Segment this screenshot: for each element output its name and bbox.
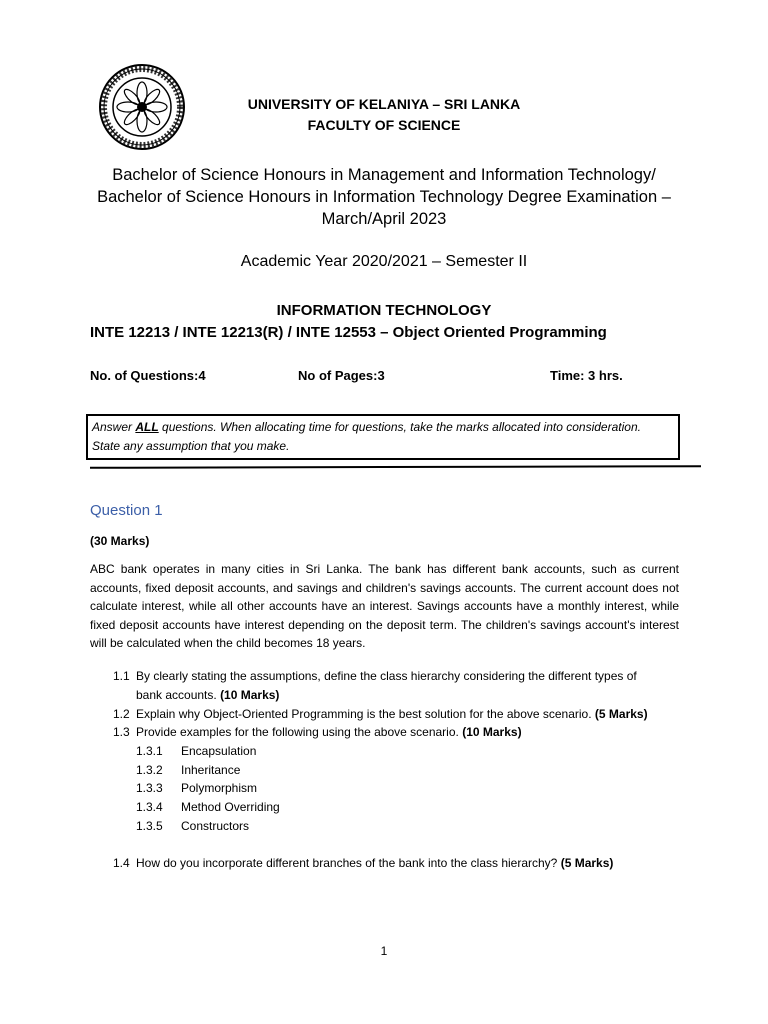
subject-title: INFORMATION TECHNOLOGY bbox=[276, 302, 492, 319]
instructions-line-2: State any assumption that you make. bbox=[92, 439, 290, 453]
university-name: UNIVERSITY OF KELANIYA – SRI LANKA bbox=[247, 96, 521, 112]
list-item: 1.3.2 Inheritance bbox=[136, 763, 241, 777]
sub-question-1-2: 1.2 Explain why Object-Oriented Programming is the best solution for the above scenario. (5 Marks) bbox=[113, 707, 648, 721]
list-item: 1.3.5 Constructors bbox=[136, 819, 250, 833]
question-marks: (30 Marks) bbox=[90, 534, 150, 548]
divider-line bbox=[90, 465, 701, 469]
degree-line-3: March/April 2023 bbox=[321, 210, 447, 228]
degree-line-1: Bachelor of Science Honours in Management and Information Technology/ bbox=[112, 166, 656, 184]
degree-line-2: Bachelor of Science Honours in Information Technology Degree Examination – bbox=[97, 188, 671, 206]
list-item: 1.3.1 Encapsulation bbox=[136, 744, 257, 758]
instructions-emphasis: ALL bbox=[135, 420, 159, 434]
page-count: No of Pages:3 bbox=[298, 368, 385, 383]
question-scenario: ABC bank operates in many cities in Sri Lanka. The bank has different bank accounts, such as current accounts, fixed deposit accounts, and savings and children's savings accounts. The current account does not calculate interest, while all other accounts have an interest. Savings accounts have a monthly interest, while fixed deposit accounts have interest depending on the deposit term. The children's savings account's interest will be calculated when the child becomes 18 years. bbox=[90, 562, 679, 651]
course-title: INTE 12213 / INTE 12213(R) / INTE 12553 – Object Oriented Programming bbox=[90, 324, 607, 341]
instructions-box bbox=[86, 414, 680, 460]
degree-title bbox=[0, 164, 768, 230]
question-count: No. of Questions:4 bbox=[90, 368, 206, 383]
question-heading: Question 1 bbox=[90, 502, 163, 519]
sub-question-1-4: 1.4 How do you incorporate different branches of the bank into the class hierarchy? (5 Marks) bbox=[113, 856, 614, 870]
sub-question-1-1: 1.1 By clearly stating the assumptions, define the class hierarchy considering the different types of bank accounts. (10 Marks) bbox=[113, 669, 637, 702]
list-item: 1.3.3 Polymorphism bbox=[136, 781, 258, 795]
faculty-name: FACULTY OF SCIENCE bbox=[307, 117, 461, 133]
academic-year: Academic Year 2020/2021 – Semester II bbox=[240, 253, 528, 270]
list-item: 1.3.4 Method Overriding bbox=[136, 800, 280, 814]
instructions-line-1: Answer ALL questions. When allocating time for questions, take the marks allocated into consideration. bbox=[92, 420, 641, 434]
exam-duration: Time: 3 hrs. bbox=[550, 368, 623, 383]
sub-question-1-3: 1.3 Provide examples for the following using the above scenario. (10 Marks) bbox=[113, 725, 522, 739]
page-number: 1 bbox=[380, 944, 388, 958]
